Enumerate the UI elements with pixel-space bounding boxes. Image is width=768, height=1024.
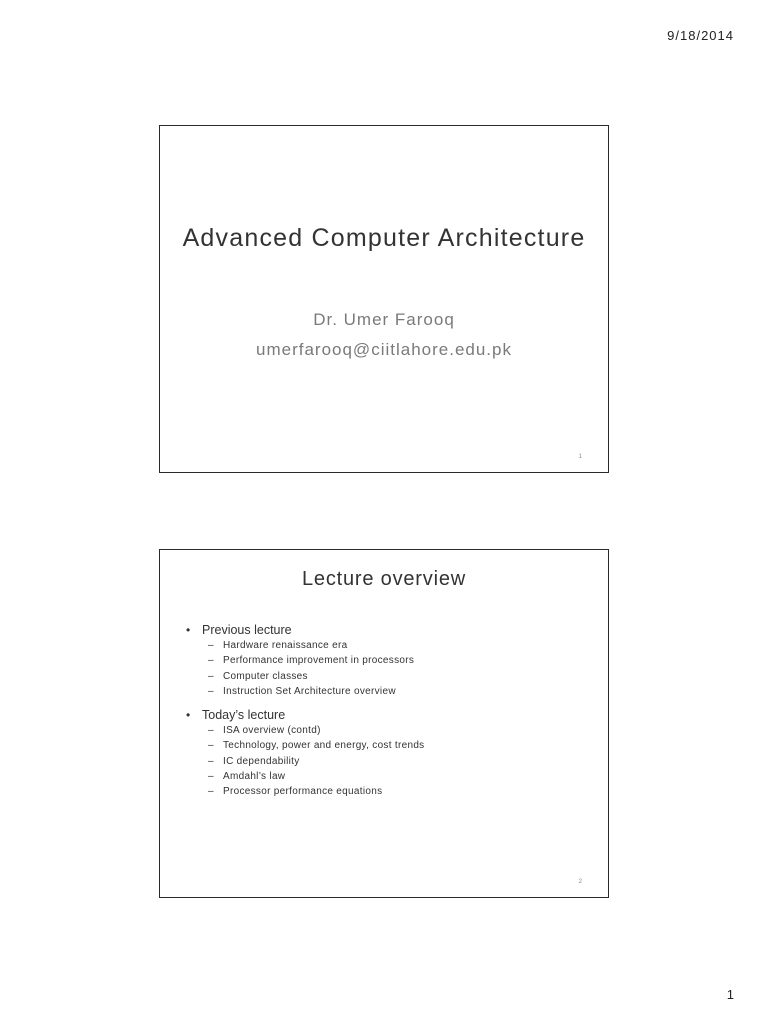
- list-item: [208, 638, 588, 653]
- dash-icon: –: [208, 755, 214, 767]
- dash-icon: –: [208, 740, 214, 752]
- dash-icon: –: [208, 685, 214, 697]
- list-item: [208, 684, 588, 699]
- bullet-icon: •: [186, 708, 191, 723]
- dash-icon: –: [208, 786, 214, 798]
- slide-number: 2: [578, 879, 582, 885]
- sub-list: [186, 638, 588, 699]
- list-item-text: Performance improvement in processors: [223, 655, 415, 667]
- bullet-item: [186, 622, 588, 638]
- list-item-text: IC dependability: [223, 755, 300, 767]
- dash-icon: –: [208, 640, 214, 651]
- list-item-text: Hardware renaissance era: [223, 640, 348, 651]
- list-item: [208, 653, 588, 668]
- list-item: [208, 669, 588, 684]
- sub-list: [186, 723, 588, 799]
- dash-icon: –: [208, 670, 214, 682]
- slide-1: [159, 125, 609, 473]
- page-date: 9/18/2014: [667, 28, 734, 43]
- dash-icon: –: [208, 655, 214, 667]
- list-item: [208, 784, 588, 799]
- list-item-text: Computer classes: [223, 670, 308, 682]
- bullet-item: [186, 707, 588, 723]
- list-item: [208, 738, 588, 753]
- list-item-text: Processor performance equations: [223, 786, 383, 798]
- bullet-list: [186, 622, 588, 808]
- bullet-label: Previous lecture: [202, 623, 292, 637]
- list-item: [208, 769, 588, 784]
- slide-title: Lecture overview: [302, 568, 466, 590]
- bullet-group-today: [186, 707, 588, 799]
- slide-2: [159, 549, 609, 898]
- list-item: [208, 723, 588, 738]
- bullet-label: Today’s lecture: [202, 708, 286, 723]
- list-item-text: Instruction Set Architecture overview: [223, 685, 396, 697]
- slide-title: Advanced Computer Architecture: [182, 224, 586, 252]
- list-item: [208, 754, 588, 769]
- list-item-text: Amdahl’s law: [223, 771, 286, 783]
- bullet-group-previous: [186, 622, 588, 699]
- dash-icon: –: [208, 725, 214, 737]
- author-email: umerfarooq@ciitlahore.edu.pk: [256, 340, 512, 359]
- bullet-icon: •: [186, 623, 191, 637]
- list-item-text: ISA overview (contd): [223, 725, 321, 737]
- author-name: Dr. Umer Farooq: [313, 310, 455, 329]
- list-item-text: Technology, power and energy, cost trends: [223, 740, 425, 752]
- dash-icon: –: [208, 771, 214, 783]
- slide-number: 1: [578, 454, 582, 460]
- page-number: 1: [726, 987, 734, 1002]
